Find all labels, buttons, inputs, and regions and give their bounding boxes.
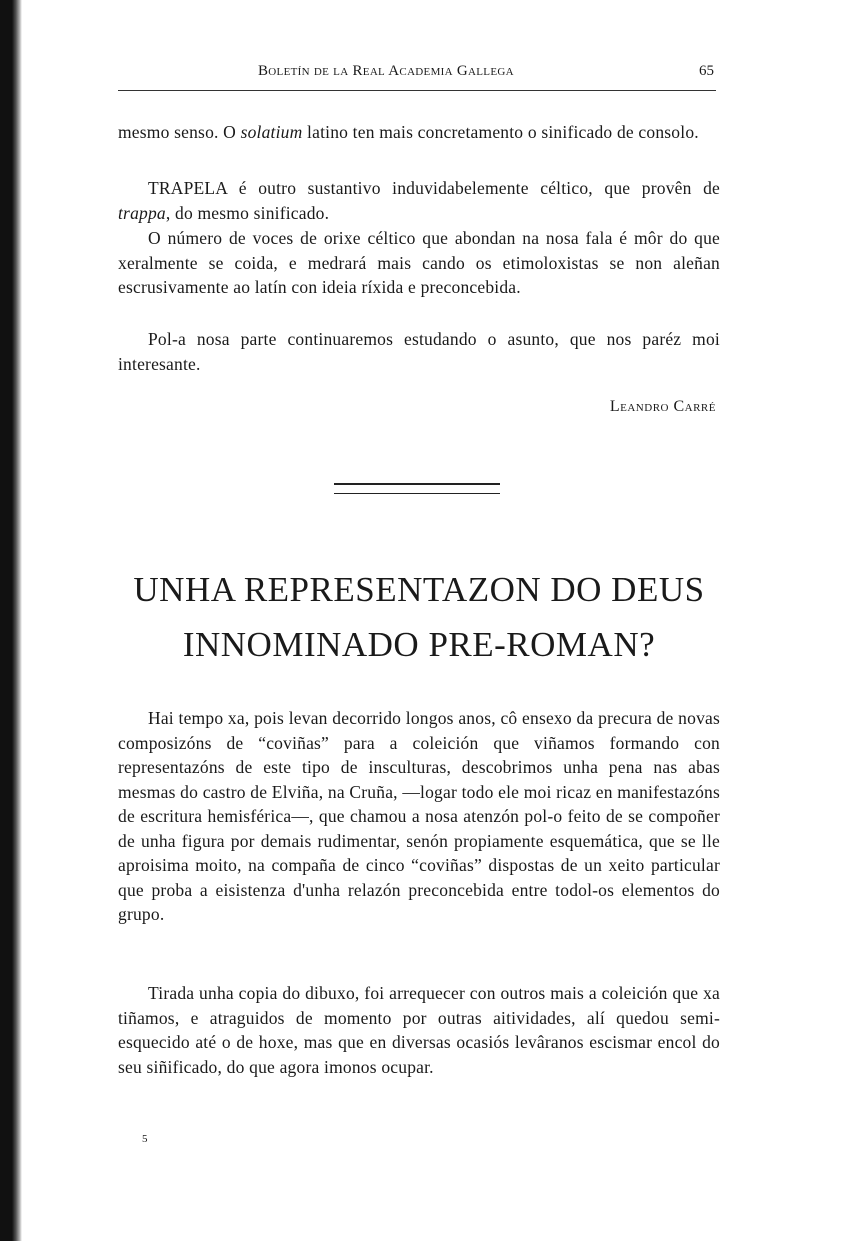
body-paragraph: Tirada unha copia do dibuxo, foi arrequecer con outros mais a coleición que xa tiñamos, e atraguidos de momento por outras aitividades, alí quedou semi-esquecido até o de hoxe, mas que en diversas ocasiós levâranos escismar encol do seu siñificado, do que agora imonos ocupar. bbox=[118, 983, 720, 1077]
body-paragraph bbox=[118, 120, 720, 145]
text-span: mesmo senso. O bbox=[118, 122, 241, 142]
text-span: TRAPELA é outro sustantivo induvidabelemente céltico, que provên de bbox=[148, 178, 720, 198]
italic-term: trappa bbox=[118, 202, 166, 223]
author-signature: Leandro Carré bbox=[609, 398, 716, 415]
body-paragraph: O número de voces de orixe céltico que abondan na nosa fala é môr do que xeralmente se coida, e medrará mais cando os etimoloxistas se non aleñan escrusivamente ao latín con ideia ríxida e preconcebida. bbox=[118, 228, 720, 297]
body-paragraph: Hai tempo xa, pois levan decorrido longos anos, cô ensexo da precura de novas composizóns de “coviñas” para a coleición que viñamos formando con representazóns de este tipo de insculturas, descobrimos unha pena nas abas mesmas do castro de Elviña, na Cruña, —logar todo ele moi ricaz en manifestazóns de escritura hemisférica—, que chamou a nosa atenzón pol-o feito de se compoñer de unha figura por demais rudimentar, senón propiamente esquemática, que se lle aproisima moito, na compaña de cinco “coviñas” dispostas de un xeito particular que proba a eisistenza d'unha relazón preconcebida entre todol-os elementos do grupo. bbox=[118, 708, 720, 924]
title-line: INNOMINADO PRE-ROMAN? bbox=[182, 625, 656, 664]
text-span: , do mesmo sinificado. bbox=[165, 202, 330, 223]
title-line: UNHA REPRESENTAZON DO DEUS bbox=[133, 570, 705, 609]
text-span: latino ten mais concretamento o sinificado de consolo. bbox=[302, 122, 699, 142]
body-paragraph: Pol-a nosa parte continuaremos estudando o asunto, que nos paréz moi interesante. bbox=[118, 329, 720, 374]
italic-term: solatium bbox=[240, 122, 303, 142]
article-title bbox=[118, 562, 720, 672]
footer-mark: 5 bbox=[142, 1133, 148, 1145]
page-binding-edge bbox=[0, 0, 22, 1241]
header-rule bbox=[118, 90, 716, 91]
running-title: Boletín de la Real Academia Gallega bbox=[258, 63, 514, 79]
section-separator bbox=[334, 483, 500, 494]
page-header bbox=[118, 63, 718, 85]
page-number: 65 bbox=[699, 63, 714, 79]
body-paragraph bbox=[118, 176, 720, 225]
